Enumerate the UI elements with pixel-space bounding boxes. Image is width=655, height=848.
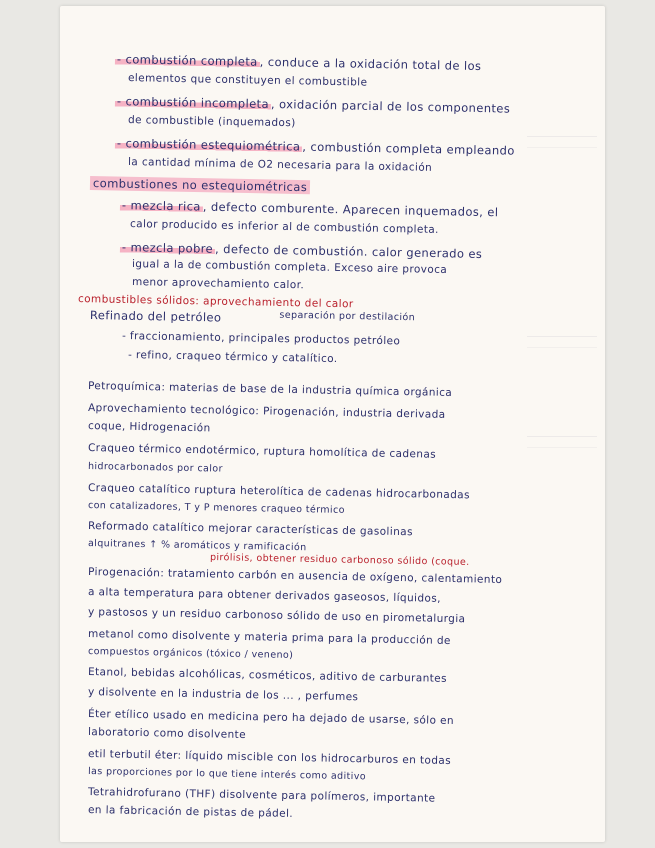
note-line-15: - fraccionamiento, principales productos petróleo [121,330,401,348]
note-line-38: Tetrahidrofurano (THF) disolvente para polímeros, importante [87,786,436,805]
note-line-31: compuestos orgánicos (tóxico / veneno) [87,646,294,661]
note-line-3 [115,94,511,116]
note-text: , oxidación parcial de los componentes [270,96,511,116]
note-line-32: Etanol, bebidas alcohólicas, cosméticos, aditivo de carburantes [87,666,448,685]
note-line-2: elementos que constituyen el combustible [127,72,368,89]
highlighted-heading: combustiones no estequiométricas [90,176,310,194]
note-line-12: menor aprovechamiento calor. [131,276,305,292]
note-line-25: alquitranes ↑ % aromáticos y ramificación [87,538,307,554]
highlighted-term: - combustión estequiométrica [116,136,301,154]
note-line-19: coque, Hidrogenación [87,420,211,435]
note-text: , conduce a la oxidación total de los [259,54,482,74]
note-line-17: Petroquímica: materias de base de la industria química orgánica [87,380,453,399]
note-line-24: Reformado catalítico mejorar características de gasolinas [87,520,413,539]
note-line-20: Craqueo térmico endotérmico, ruptura homolítica de cadenas [87,442,437,461]
note-text: separación por destilación [279,309,416,324]
note-text: , combustión completa empleando [302,139,515,158]
note-line-1 [115,52,482,73]
note-line-34: Éter etílico usado en medicina pero ha dejado de usarse, sólo en [87,708,455,728]
note-line-9: calor producido es inferior al de combustión completa. [129,218,439,236]
note-line-35: laboratorio como disolvente [87,726,247,742]
note-text: , defecto de combustión. calor generado es [214,241,483,261]
note-line-28: a alta temperatura para obtener derivados gaseosos, líquidos, [87,586,442,605]
note-line-5 [115,136,515,158]
note-text: Refinado del petróleo [89,308,222,325]
note-line-6: la cantidad mínima de O2 necesaria para la oxidación [127,156,433,174]
note-line-29: y pastosos y un residuo carbonoso sólido de uso en pirometalurgia [87,606,466,626]
note-line-8 [120,198,499,219]
note-line-37: las proporciones por lo que tiene interés como aditivo [87,766,367,783]
notebook-page [60,6,605,842]
note-line-21: hidrocarbonados por calor [87,461,223,475]
page-background-lines [527,336,597,348]
note-line-11: igual a la de combustión completa. Exceso aire provoca [131,258,448,277]
note-line-22: Craqueo catalítico ruptura heterolítica de cadenas hidrocarbonadas [87,482,471,502]
note-line-14 [90,308,415,328]
section-heading-red: combustibles sólidos: aprovechamiento del calor [77,293,354,311]
section-heading-combustiones [90,176,310,194]
highlighted-term: - mezcla rica [121,198,201,214]
note-line-16: - refino, craqueo térmico y catalítico. [127,349,338,366]
note-line-36: etil terbutil éter: líquido miscible con los hidrocarburos en todas [87,748,452,767]
note-text: , defecto comburente. Aparecen inquemados, el [202,199,499,220]
page-background-lines [527,136,597,148]
highlighted-term: - mezcla pobre [121,240,214,256]
note-line-4: de combustible (inquemados) [127,114,296,130]
red-annotation: pirólisis, obtener residuo carbonoso sólido (coque. [209,552,470,568]
highlighted-term: - combustión completa [116,52,258,69]
note-line-33: y disolvente en la industria de los ... , perfumes [87,686,359,704]
highlighted-term: - combustión incompleta [116,94,270,111]
note-line-27: Pirogenación: tratamiento carbón en ausencia de oxígeno, calentamiento [87,566,503,586]
note-line-39: en la fabricación de pistas de pádel. [87,804,294,820]
page-background-lines [527,436,597,448]
note-line-23: con catalizadores, T y P menores craqueo térmico [87,500,345,516]
note-line-10 [120,240,483,261]
note-line-18: Aprovechamiento tecnológico: Pirogenación, industria derivada [87,402,446,421]
note-line-30: metanol como disolvente y materia prima para la producción de [87,628,451,647]
